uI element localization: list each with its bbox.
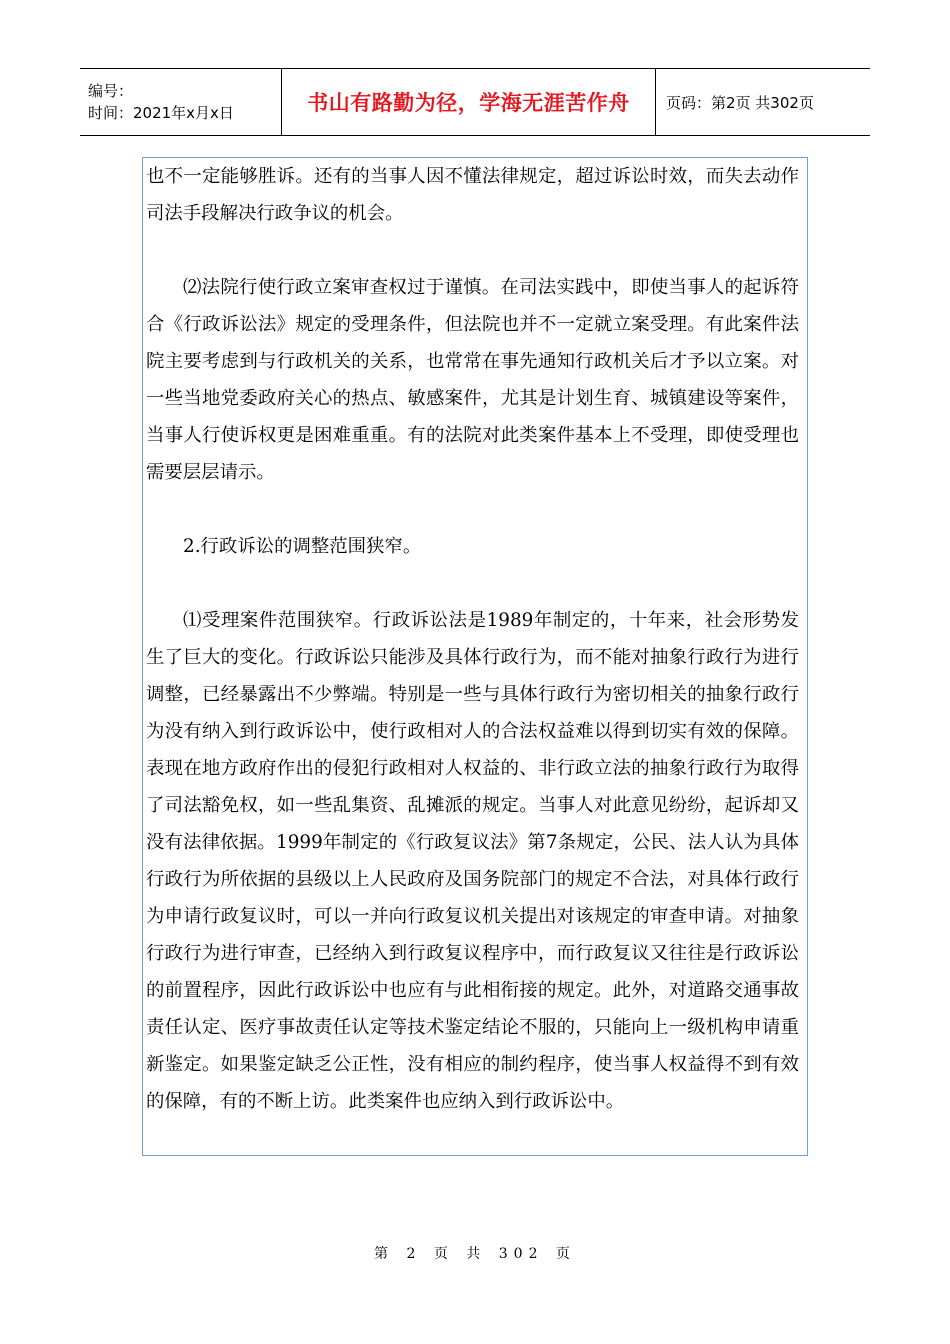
paragraph-continuation: 也不一定能够胜诉。还有的当事人因不懂法律规定，超过诉讼时效，而失去动作司法手段解决行政争议的机会。 [146,166,799,224]
page-code-text: 页码：第2页 共302页 [666,93,814,112]
document-number-label: 编号： [88,82,134,100]
motto-text: 书山有路勤为径，学海无涯苦作舟 [307,91,630,115]
header-meta [80,69,282,135]
paragraph-gap [146,565,799,602]
document-time-label: 时间：2021年x月x日 [88,104,234,122]
section-heading: 2.行政诉讼的调整范围狭窄。 [183,536,422,557]
paragraph-court-review: ⑵法院行使行政立案审查权过于谨慎。在司法实践中，即使当事人的起诉符合《行政诉讼法》规定的受理条件，但法院也并不一定就立案受理。有此案件法院主要考虑到与行政机关的关系，也常常在事先通知行政机关后才予以立案。对一些当地党委政府关心的热点、敏感案件，尤其是计划生育、城镇建设等案件，当事人行使诉权更是困难重重。有的法院对此类案件基本上不受理，即使受理也需要层层请示。 [146,277,799,483]
header-motto [282,69,656,135]
page-header [80,68,870,136]
paragraph-case-scope: ⑴受理案件范围狭窄。行政诉讼法是1989年制定的，十年来，社会形势发生了巨大的变化。行政诉讼只能涉及具体行政行为，而不能对抽象行政行为进行调整，已经暴露出不少弊端。特别是一些与具体行政行为密切相关的抽象行政行为没有纳入到行政诉讼中，使行政相对人的合法权益难以得到切实有效的保障。表现在地方政府作出的侵犯行政相对人权益的、非行政立法的抽象行政行为取得了司法豁免权，如一些乱集资、乱摊派的规定。当事人对此意见纷纷，起诉却又没有法律依据。1999年制定的《行政复议法》第7条规定，公民、法人认为具体行政行为所依据的县级以上人民政府及国务院部门的规定不合法，对具体行政行为申请行政复议时，可以一并向行政复议机关提出对该规定的审查申请。对抽象行政行为进行审查，已经纳入到行政复议程序中，而行政复议又往往是行政诉讼的前置程序，因此行政诉讼中也应有与此相衔接的规定。此外，对道路交通事故责任认定、医疗事故责任认定等技术鉴定结论不服的，只能向上一级机构申请重新鉴定。如果鉴定缺乏公正性，没有相应的制约程序，使当事人权益得不到有效的保障，有的不断上访。此类案件也应纳入到行政诉讼中。 [146,610,799,1112]
paragraph-gap [146,491,799,528]
paragraph-gap [146,232,799,269]
page-footer: 第 2 页 共 302 页 [374,1246,576,1262]
content-frame [142,157,808,1156]
header-page-code [656,69,870,135]
